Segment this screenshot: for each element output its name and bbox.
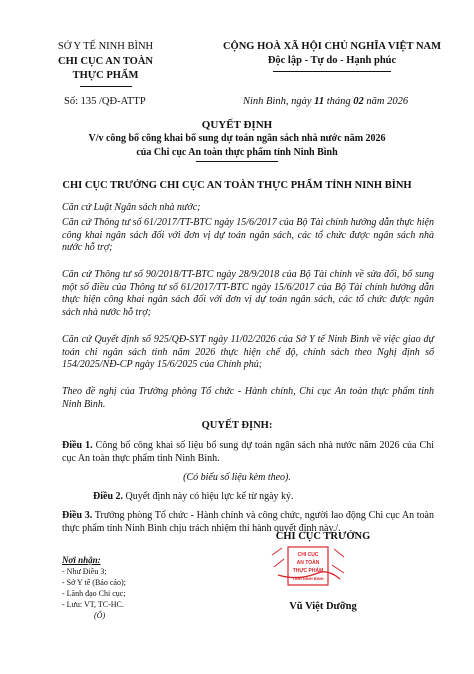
- date-month: 02: [353, 96, 364, 107]
- article-2: [93, 491, 433, 502]
- svg-text:THỰC PHẨM: THỰC PHẨM: [292, 568, 324, 574]
- subject-line-1: V/v công bố công khai bổ sung dự toán ngân sách nhà nước năm 2026: [88, 133, 386, 144]
- motto-underline: [273, 71, 391, 72]
- signer-name: Vũ Việt Dưỡng: [289, 601, 357, 612]
- recipient-item: - Sở Y tế (Báo cáo);: [62, 578, 126, 587]
- date-place: Ninh Bình, ngày: [243, 96, 312, 107]
- legal-basis-2: Căn cứ Thông tư số 61/2017/TT-BTC ngày 15/6/2017 của Bộ Tài chính hướng dẫn thực hiện công khai ngân sách đối với đơn vị dự toán ngân sách, các tổ chức được ngân sách nhà nước hỗ trợ;: [62, 217, 434, 253]
- issuing-agency-line1: CHI CỤC AN TOÀN: [57, 56, 153, 67]
- document-number: Số: 135 /QĐ-ATTP: [64, 96, 146, 107]
- recipients-heading: Nơi nhận:: [62, 555, 101, 565]
- legal-basis-3: Căn cứ Thông tư số 90/2018/TT-BTC ngày 28/9/2018 của Bộ Tài chính về sửa đổi, bổ sung một số điều của Thông tư số 61/2017/TT-BTC ngày 15/6/2017 của Bộ Tài chính hướng dẫn thực hiện công khai ngân sách đối với đơn vị dự toán ngân sách, các tổ chức được ngân sách nhà nước hỗ trợ;: [62, 269, 434, 318]
- recipient-item: - Lãnh đạo Chi cục;: [62, 589, 126, 598]
- article-2-label: Điều 2.: [93, 491, 123, 502]
- svg-text:TỈNH NINH BÌNH: TỈNH NINH BÌNH: [292, 576, 324, 581]
- date-day: 11: [314, 96, 325, 107]
- issuing-authority: CHI CỤC TRƯỞNG CHI CỤC AN TOÀN THỰC PHẨM TỈNH NINH BÌNH: [62, 180, 412, 191]
- date-month-label: tháng: [326, 96, 351, 107]
- legal-basis-4: Căn cứ Quyết định số 925/QĐ-SYT ngày 11/02/2026 của Sở Y tế Ninh Bình về việc giao dự toán chi ngân sách tỉnh năm 2026 thực hiện chế độ, chính sách theo Nghị định số 154/2025/NĐ-CP ngày 15/6/2025 của Chính phủ;: [62, 334, 434, 370]
- national-motto: Độc lập - Tự do - Hạnh phúc: [267, 55, 397, 66]
- article-3-text: Trưởng phòng Tổ chức - Hành chính và công chức, người lao động Chi cục An toàn thực phẩm tỉnh Ninh Bình chịu trách nhiệm thi hành quyết định này./.: [62, 510, 434, 534]
- recipient-item: (Ô): [94, 611, 106, 620]
- recipient-item: - Lưu: VT, TC-HC.: [62, 600, 124, 609]
- svg-text:AN TOÀN: AN TOÀN: [296, 560, 320, 566]
- signer-title: CHI CỤC TRƯỞNG: [275, 531, 371, 542]
- issuing-ministry: SỞ Y TẾ NINH BÌNH: [57, 41, 154, 52]
- issuing-agency-line2: THỰC PHẨM: [72, 70, 139, 81]
- national-title: CỘNG HOÀ XÃ HỘI CHỦ NGHĨA VIỆT NAM: [222, 41, 442, 52]
- article-2-text: Quyết định này có hiệu lực kể từ ngày ký.: [123, 491, 294, 502]
- agency-underline: [80, 86, 132, 87]
- proposal-basis: Theo đề nghị của Trưởng phòng Tổ chức - Hành chính, Chi cục An toàn thực phẩm tỉnh Ninh Bình.: [62, 386, 434, 410]
- article-1: [62, 439, 434, 465]
- article-3-label: Điều 3.: [62, 510, 93, 521]
- attachment-note: (Có biểu số liệu kèm theo).: [183, 472, 291, 483]
- decision-heading: QUYẾT ĐỊNH:: [201, 420, 273, 431]
- subject-line-2: của Chi cục An toàn thực phẩm tỉnh Ninh Bình: [136, 147, 338, 158]
- official-stamp: [268, 545, 348, 587]
- article-1-text: Công bố công khai số liệu bổ sung dự toán ngân sách nhà nước năm 2026 của Chi cục An toàn thực phẩm tỉnh Ninh Bình.: [62, 440, 434, 464]
- svg-text:CHI CỤC: CHI CỤC: [297, 552, 319, 558]
- article-1-label: Điều 1.: [62, 440, 93, 451]
- recipient-item: - Như Điều 3;: [62, 567, 107, 576]
- issue-date: [243, 96, 408, 107]
- document-title: QUYẾT ĐỊNH: [201, 119, 273, 131]
- legal-basis-1: Căn cứ Luật Ngân sách nhà nước;: [62, 202, 201, 213]
- date-year: năm 2026: [366, 96, 409, 107]
- subject-underline: [196, 161, 278, 162]
